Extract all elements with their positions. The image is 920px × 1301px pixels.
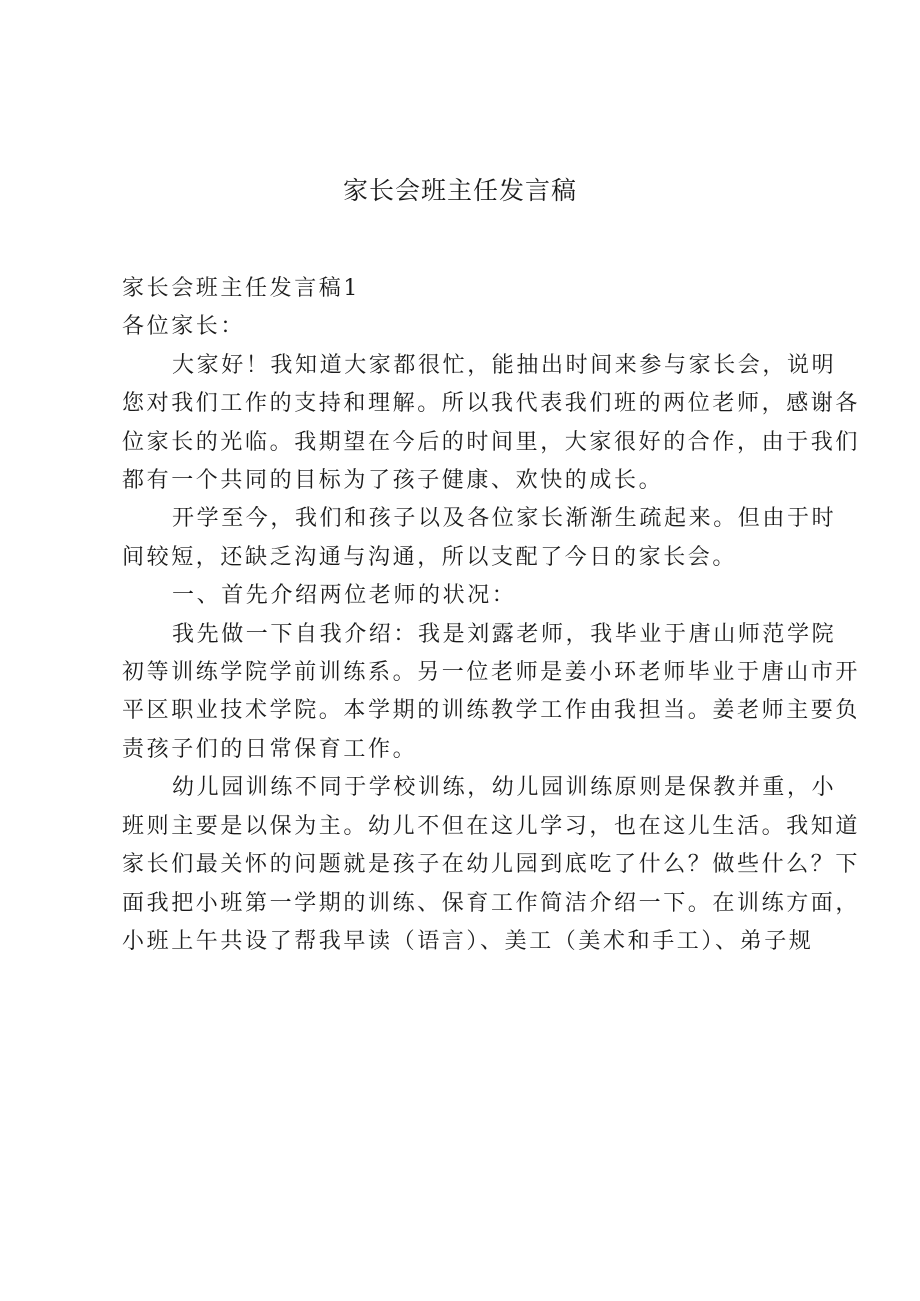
paragraph-line: 您对我们工作的支持和理解。所以我代表我们班的两位老师，感谢各 bbox=[122, 391, 861, 417]
salutation: 各位家长： bbox=[122, 314, 246, 340]
paragraph-line: 一、首先介绍两位老师的状况： bbox=[172, 583, 517, 609]
paragraph-line: 家长们最关怀的问题就是孩子在幼儿园到底吃了什么？做些什么？下 bbox=[122, 852, 861, 878]
paragraph-line: 位家长的光临。我期望在今后的时间里，大家很好的合作，由于我们 bbox=[122, 429, 861, 455]
paragraph-line: 我先做一下自我介绍：我是刘露老师，我毕业于唐山师范学院 bbox=[172, 621, 837, 647]
paragraph-line: 平区职业技术学院。本学期的训练教学工作由我担当。姜老师主要负 bbox=[122, 698, 861, 724]
section-heading: 家长会班主任发言稿1 bbox=[122, 276, 360, 301]
paragraph-2 bbox=[122, 500, 837, 577]
paragraph-line: 初等训练学院学前训练系。另一位老师是姜小环老师毕业于唐山市开 bbox=[122, 660, 861, 686]
paragraph-1 bbox=[122, 347, 861, 501]
paragraph-5 bbox=[122, 769, 861, 961]
paragraph-line: 责孩子们的日常保育工作。 bbox=[122, 736, 418, 762]
paragraph-3 bbox=[122, 577, 822, 615]
document-title: 家长会班主任发言稿 bbox=[342, 176, 577, 205]
paragraph-line: 面我把小班第一学期的训练、保育工作简洁介绍一下。在训练方面， bbox=[122, 890, 861, 916]
paragraph-line: 班则主要是以保为主。幼儿不但在这儿学习，也在这儿生活。我知道 bbox=[122, 813, 861, 839]
paragraph-line: 大家好！我知道大家都很忙，能抽出时间来参与家长会，说明 bbox=[172, 352, 837, 378]
paragraph-line: 小班上午共设了帮我早读（语言）、美工（美术和手工）、弟子规 bbox=[122, 928, 814, 954]
paragraph-line: 开学至今，我们和孩子以及各位家长渐渐生疏起来。但由于时 bbox=[172, 506, 837, 532]
document-body bbox=[122, 270, 861, 961]
paragraph-4 bbox=[122, 616, 861, 770]
paragraph-line: 都有一个共同的目标为了孩子健康、欢快的成长。 bbox=[122, 468, 664, 494]
paragraph-line: 幼儿园训练不同于学校训练，幼儿园训练原则是保教并重，小 bbox=[172, 775, 837, 801]
paragraph-line: 间较短，还缺乏沟通与沟通，所以支配了今日的家长会。 bbox=[122, 544, 738, 570]
